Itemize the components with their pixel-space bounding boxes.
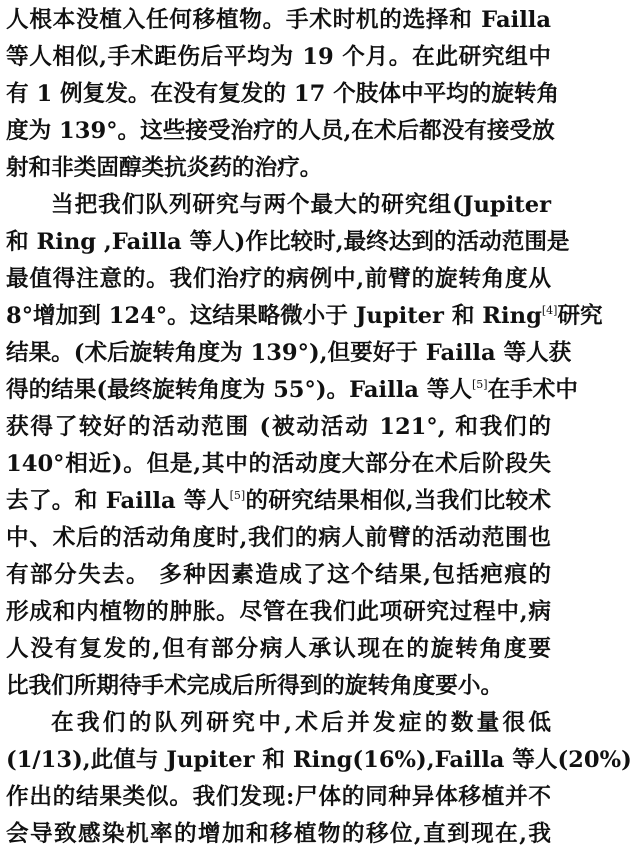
text-line: 等人相似,手术距伤后平均为 19 个月。在此研究组中 xyxy=(6,44,551,70)
text-line xyxy=(6,298,603,335)
text-line: 会导致感染机率的增加和移植物的移位,直到现在,我 xyxy=(6,821,551,847)
citation-ref: [4] xyxy=(541,304,558,317)
paragraph-1 xyxy=(6,2,560,187)
text-line: 当把我们队列研究与两个最大的研究组(Jupiter xyxy=(51,192,551,218)
text-line: 获得了较好的活动范围 (被动活动 121°, 和我们的 xyxy=(6,414,551,440)
text-line: 在我们的队列研究中,术后并发症的数量很低 xyxy=(51,710,551,736)
text-line: 和 Ring ,Failla 等人)作比较时,最终达到的活动范围是 xyxy=(6,229,570,255)
text-line: (1/13),此值与 Jupiter 和 Ring(16%),Failla 等人(20%) xyxy=(6,747,632,773)
text-segment: 研究 xyxy=(557,303,603,329)
paragraph-3 xyxy=(6,705,632,853)
text-line: 射和非类固醇类抗炎药的治疗。 xyxy=(6,155,323,181)
paragraph-2 xyxy=(6,187,603,705)
text-line: 中、术后的活动角度时,我们的病人前臂的活动范围也 xyxy=(6,525,551,551)
text-segment: 8°增加到 124°。这结果略微小于 Jupiter 和 Ring xyxy=(6,303,542,329)
text-segment: 得的结果(最终旋转角度为 55°)。Failla 等人 xyxy=(6,377,472,403)
citation-ref: [5] xyxy=(229,489,246,502)
text-line: 最值得注意的。我们治疗的病例中,前臂的旋转角度从 xyxy=(6,266,551,292)
text-segment: 去了。和 Failla 等人 xyxy=(6,488,230,514)
text-line: 有部分失去。 多种因素造成了这个结果,包括疤痕的 xyxy=(6,562,551,588)
citation-ref: [5] xyxy=(472,378,488,391)
text-line: 人根本没植入任何移植物。手术时机的选择和 Failla xyxy=(6,7,551,33)
text-segment: 在手术中 xyxy=(487,377,578,403)
text-line: 比我们所期待手术完成后所得到的旋转角度要小。 xyxy=(6,673,504,699)
text-line xyxy=(6,483,551,520)
text-line: 作出的结果类似。我们发现:尸体的同种异体移植并不 xyxy=(6,784,551,810)
text-line: 度为 139°。这些接受治疗的人员,在术后都没有接受放 xyxy=(6,118,555,144)
text-line: 140°相近)。但是,其中的活动度大部分在术后阶段失 xyxy=(6,451,551,477)
text-line: 形成和内植物的肿胀。尽管在我们此项研究过程中,病 xyxy=(6,599,551,625)
text-segment: 的研究结果相似,当我们比较术 xyxy=(245,488,551,514)
text-line: 人没有复发的,但有部分病人承认现在的旋转角度要 xyxy=(6,636,551,662)
text-line xyxy=(6,372,578,409)
text-line: 结果。(术后旋转角度为 139°),但要好于 Failla 等人获 xyxy=(6,340,572,366)
text-line: 有 1 例复发。在没有复发的 17 个肢体中平均的旋转角 xyxy=(6,81,560,107)
